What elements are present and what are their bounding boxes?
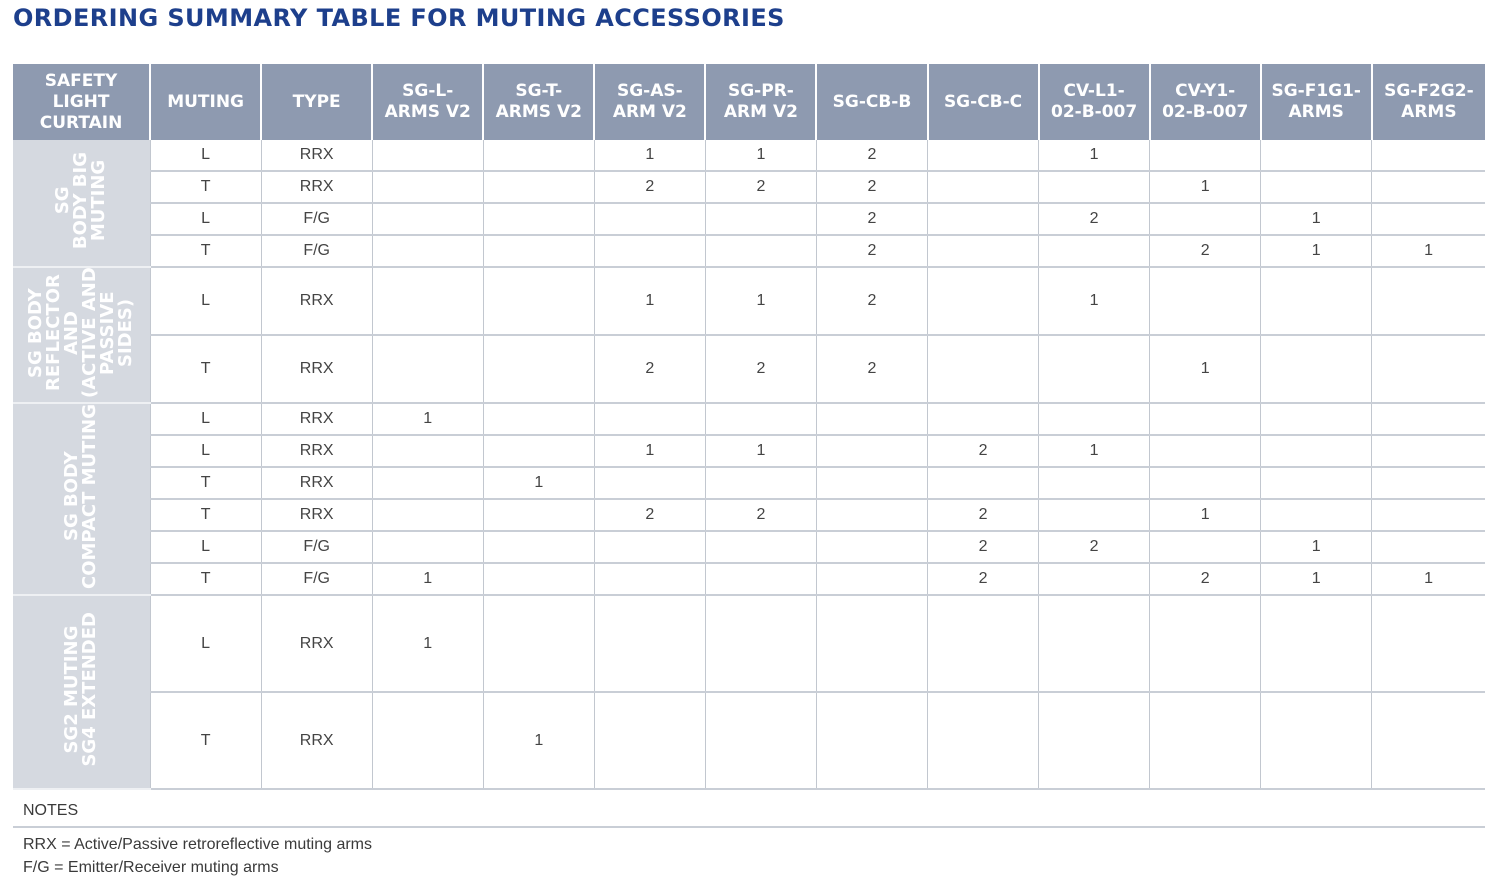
column-header-label: SG-CB-B bbox=[832, 91, 912, 112]
quantity-cell bbox=[705, 692, 816, 789]
quantity-cell: 2 bbox=[816, 267, 927, 335]
type-cell: F/G bbox=[261, 531, 372, 563]
quantity-cell bbox=[372, 235, 483, 267]
table-body bbox=[13, 140, 1485, 789]
quantity-cell: 2 bbox=[705, 171, 816, 203]
quantity-cell bbox=[816, 692, 927, 789]
quantity-cell: 1 bbox=[705, 267, 816, 335]
quantity-cell bbox=[483, 235, 594, 267]
quantity-cell bbox=[928, 335, 1039, 403]
quantity-cell bbox=[816, 403, 927, 435]
table-row bbox=[13, 403, 1485, 435]
table-header bbox=[13, 64, 1485, 140]
quantity-cell: 1 bbox=[1372, 235, 1485, 267]
page-title: ORDERING SUMMARY TABLE FOR MUTING ACCESSORIES bbox=[13, 4, 785, 32]
quantity-cell bbox=[705, 563, 816, 595]
table-row bbox=[13, 467, 1485, 499]
quantity-cell bbox=[816, 531, 927, 563]
quantity-cell bbox=[372, 499, 483, 531]
type-cell: RRX bbox=[261, 140, 372, 171]
quantity-cell bbox=[1372, 499, 1485, 531]
table-row bbox=[13, 235, 1485, 267]
notes-title: NOTES bbox=[23, 802, 79, 819]
quantity-cell bbox=[372, 203, 483, 235]
quantity-cell bbox=[1261, 692, 1372, 789]
quantity-cell: 1 bbox=[1261, 531, 1372, 563]
quantity-cell bbox=[372, 531, 483, 563]
type-cell: F/G bbox=[261, 203, 372, 235]
quantity-cell bbox=[483, 140, 594, 171]
quantity-cell bbox=[594, 563, 705, 595]
quantity-cell bbox=[1372, 203, 1485, 235]
quantity-cell bbox=[1150, 203, 1261, 235]
quantity-cell bbox=[1372, 595, 1485, 692]
quantity-cell bbox=[594, 692, 705, 789]
quantity-cell: 2 bbox=[816, 203, 927, 235]
group-label: SG2 MUTING SG4 EXTENDED bbox=[61, 612, 101, 767]
quantity-cell bbox=[1372, 531, 1485, 563]
quantity-cell bbox=[705, 235, 816, 267]
quantity-cell bbox=[483, 499, 594, 531]
column-header bbox=[816, 64, 927, 140]
type-cell: F/G bbox=[261, 563, 372, 595]
quantity-cell: 1 bbox=[372, 595, 483, 692]
quantity-cell bbox=[1372, 435, 1485, 467]
table-row bbox=[13, 140, 1485, 171]
type-cell: RRX bbox=[261, 403, 372, 435]
quantity-cell bbox=[372, 171, 483, 203]
column-header-label: TYPE bbox=[292, 91, 341, 112]
quantity-cell bbox=[816, 499, 927, 531]
quantity-cell bbox=[1039, 335, 1150, 403]
quantity-cell bbox=[1261, 499, 1372, 531]
column-header-label: CV-Y1- 02-B-007 bbox=[1162, 81, 1249, 122]
quantity-cell: 1 bbox=[1150, 335, 1261, 403]
type-cell: RRX bbox=[261, 435, 372, 467]
quantity-cell: 1 bbox=[594, 140, 705, 171]
column-header-label: SG-F1G1- ARMS bbox=[1271, 81, 1361, 122]
quantity-cell bbox=[483, 171, 594, 203]
type-cell: RRX bbox=[261, 467, 372, 499]
note-fg: F/G = Emitter/Receiver muting arms bbox=[23, 859, 279, 876]
column-header bbox=[13, 64, 150, 140]
note-rrx: RRX = Active/Passive retroreflective muting arms bbox=[23, 836, 373, 853]
column-header bbox=[594, 64, 705, 140]
column-header-label: SG-CB-C bbox=[943, 91, 1023, 112]
muting-cell: T bbox=[150, 692, 261, 789]
quantity-cell: 2 bbox=[816, 235, 927, 267]
quantity-cell: 1 bbox=[483, 467, 594, 499]
quantity-cell bbox=[928, 140, 1039, 171]
quantity-cell bbox=[1150, 531, 1261, 563]
column-header-label: SG-T- ARMS V2 bbox=[495, 81, 582, 122]
quantity-cell bbox=[483, 403, 594, 435]
quantity-cell: 2 bbox=[816, 140, 927, 171]
quantity-cell bbox=[1261, 467, 1372, 499]
quantity-cell bbox=[483, 335, 594, 403]
type-cell: F/G bbox=[261, 235, 372, 267]
table-row bbox=[13, 335, 1485, 403]
quantity-cell bbox=[1150, 467, 1261, 499]
quantity-cell: 1 bbox=[594, 435, 705, 467]
quantity-cell bbox=[928, 403, 1039, 435]
quantity-cell: 1 bbox=[1150, 171, 1261, 203]
muting-cell: L bbox=[150, 435, 261, 467]
quantity-cell bbox=[483, 531, 594, 563]
quantity-cell bbox=[928, 595, 1039, 692]
group-label-cell bbox=[13, 595, 150, 789]
quantity-cell: 2 bbox=[594, 171, 705, 203]
quantity-cell bbox=[1039, 563, 1150, 595]
quantity-cell bbox=[1150, 692, 1261, 789]
type-cell: RRX bbox=[261, 692, 372, 789]
column-header bbox=[1261, 64, 1372, 140]
quantity-cell bbox=[1039, 403, 1150, 435]
quantity-cell bbox=[1261, 267, 1372, 335]
quantity-cell bbox=[705, 403, 816, 435]
quantity-cell bbox=[928, 203, 1039, 235]
notes-divider bbox=[13, 826, 1485, 828]
quantity-cell bbox=[705, 203, 816, 235]
quantity-cell bbox=[1372, 403, 1485, 435]
quantity-cell bbox=[816, 563, 927, 595]
quantity-cell bbox=[1039, 595, 1150, 692]
quantity-cell: 2 bbox=[928, 435, 1039, 467]
quantity-cell: 2 bbox=[594, 335, 705, 403]
table-row bbox=[13, 499, 1485, 531]
quantity-cell: 1 bbox=[483, 692, 594, 789]
table-row bbox=[13, 692, 1485, 789]
quantity-cell bbox=[1261, 171, 1372, 203]
column-header bbox=[150, 64, 261, 140]
column-header-label: MUTING bbox=[167, 91, 245, 112]
header-row bbox=[13, 64, 1485, 140]
group-label: SG BODY COMPACT MUTING bbox=[61, 404, 101, 589]
quantity-cell bbox=[372, 435, 483, 467]
muting-cell: L bbox=[150, 403, 261, 435]
quantity-cell bbox=[1150, 267, 1261, 335]
column-header-label: SG-F2G2- ARMS bbox=[1384, 81, 1474, 122]
quantity-cell bbox=[1372, 267, 1485, 335]
quantity-cell: 1 bbox=[1150, 499, 1261, 531]
type-cell: RRX bbox=[261, 595, 372, 692]
quantity-cell bbox=[1261, 335, 1372, 403]
muting-cell: T bbox=[150, 235, 261, 267]
column-header bbox=[1039, 64, 1150, 140]
quantity-cell: 2 bbox=[928, 531, 1039, 563]
quantity-cell bbox=[1372, 467, 1485, 499]
quantity-cell: 1 bbox=[1261, 235, 1372, 267]
quantity-cell: 2 bbox=[928, 499, 1039, 531]
muting-cell: L bbox=[150, 203, 261, 235]
quantity-cell bbox=[1372, 335, 1485, 403]
quantity-cell bbox=[1261, 595, 1372, 692]
group-label: SG BODY REFLECTOR AND (ACTIVE AND PASSIVE SIDES) bbox=[25, 267, 137, 398]
quantity-cell bbox=[372, 267, 483, 335]
type-cell: RRX bbox=[261, 267, 372, 335]
quantity-cell bbox=[1039, 171, 1150, 203]
quantity-cell bbox=[928, 171, 1039, 203]
quantity-cell bbox=[483, 595, 594, 692]
muting-cell: L bbox=[150, 267, 261, 335]
type-cell: RRX bbox=[261, 171, 372, 203]
quantity-cell: 1 bbox=[372, 403, 483, 435]
quantity-cell bbox=[483, 203, 594, 235]
quantity-cell bbox=[928, 235, 1039, 267]
quantity-cell: 1 bbox=[1039, 435, 1150, 467]
quantity-cell bbox=[1372, 171, 1485, 203]
table-row bbox=[13, 595, 1485, 692]
quantity-cell: 2 bbox=[594, 499, 705, 531]
quantity-cell bbox=[705, 467, 816, 499]
muting-cell: T bbox=[150, 563, 261, 595]
quantity-cell bbox=[483, 267, 594, 335]
quantity-cell bbox=[1261, 140, 1372, 171]
table-row bbox=[13, 267, 1485, 335]
quantity-cell: 1 bbox=[705, 140, 816, 171]
quantity-cell bbox=[1150, 140, 1261, 171]
quantity-cell bbox=[594, 403, 705, 435]
quantity-cell bbox=[594, 203, 705, 235]
column-header bbox=[928, 64, 1039, 140]
quantity-cell bbox=[594, 235, 705, 267]
quantity-cell bbox=[705, 531, 816, 563]
quantity-cell: 1 bbox=[705, 435, 816, 467]
muting-cell: T bbox=[150, 467, 261, 499]
quantity-cell bbox=[816, 467, 927, 499]
quantity-cell: 2 bbox=[816, 335, 927, 403]
table-row bbox=[13, 171, 1485, 203]
quantity-cell bbox=[928, 467, 1039, 499]
group-label-cell bbox=[13, 403, 150, 595]
quantity-cell: 2 bbox=[705, 499, 816, 531]
quantity-cell bbox=[372, 692, 483, 789]
group-label: SG BODY BIG MUTING bbox=[52, 151, 110, 250]
table-row bbox=[13, 435, 1485, 467]
quantity-cell bbox=[1039, 692, 1150, 789]
quantity-cell bbox=[1039, 235, 1150, 267]
column-header bbox=[705, 64, 816, 140]
muting-cell: L bbox=[150, 140, 261, 171]
quantity-cell bbox=[1261, 435, 1372, 467]
quantity-cell bbox=[1150, 403, 1261, 435]
quantity-cell bbox=[928, 692, 1039, 789]
quantity-cell bbox=[1039, 499, 1150, 531]
column-header bbox=[372, 64, 483, 140]
table-row bbox=[13, 531, 1485, 563]
column-header-label: SG-AS- ARM V2 bbox=[612, 81, 687, 122]
quantity-cell: 2 bbox=[1039, 203, 1150, 235]
column-header-label: SAFETY LIGHT CURTAIN bbox=[39, 70, 123, 133]
muting-cell: T bbox=[150, 499, 261, 531]
quantity-cell bbox=[816, 435, 927, 467]
muting-cell: T bbox=[150, 335, 261, 403]
quantity-cell bbox=[705, 595, 816, 692]
quantity-cell bbox=[1150, 595, 1261, 692]
quantity-cell: 2 bbox=[816, 171, 927, 203]
quantity-cell bbox=[1372, 140, 1485, 171]
quantity-cell: 1 bbox=[1261, 203, 1372, 235]
quantity-cell: 2 bbox=[1039, 531, 1150, 563]
quantity-cell: 1 bbox=[1261, 563, 1372, 595]
group-label-cell bbox=[13, 140, 150, 267]
muting-cell: T bbox=[150, 171, 261, 203]
column-header bbox=[1372, 64, 1485, 140]
quantity-cell: 2 bbox=[1150, 235, 1261, 267]
quantity-cell: 1 bbox=[594, 267, 705, 335]
quantity-cell bbox=[1150, 435, 1261, 467]
group-label-cell bbox=[13, 267, 150, 403]
quantity-cell bbox=[928, 267, 1039, 335]
type-cell: RRX bbox=[261, 335, 372, 403]
quantity-cell: 2 bbox=[1150, 563, 1261, 595]
quantity-cell bbox=[1039, 467, 1150, 499]
quantity-cell: 2 bbox=[928, 563, 1039, 595]
quantity-cell bbox=[1261, 403, 1372, 435]
column-header bbox=[261, 64, 372, 140]
table-row bbox=[13, 563, 1485, 595]
column-header-label: SG-L- ARMS V2 bbox=[384, 81, 471, 122]
quantity-cell bbox=[372, 467, 483, 499]
table-row bbox=[13, 203, 1485, 235]
type-cell: RRX bbox=[261, 499, 372, 531]
quantity-cell bbox=[483, 563, 594, 595]
quantity-cell: 2 bbox=[705, 335, 816, 403]
quantity-cell: 1 bbox=[372, 563, 483, 595]
quantity-cell bbox=[594, 531, 705, 563]
quantity-cell bbox=[372, 335, 483, 403]
quantity-cell bbox=[483, 435, 594, 467]
quantity-cell bbox=[372, 140, 483, 171]
ordering-summary-table bbox=[13, 64, 1485, 790]
muting-cell: L bbox=[150, 531, 261, 563]
quantity-cell bbox=[816, 595, 927, 692]
quantity-cell: 1 bbox=[1039, 140, 1150, 171]
quantity-cell: 1 bbox=[1372, 563, 1485, 595]
muting-cell: L bbox=[150, 595, 261, 692]
column-header-label: CV-L1- 02-B-007 bbox=[1051, 81, 1138, 122]
quantity-cell bbox=[594, 595, 705, 692]
column-header bbox=[1150, 64, 1261, 140]
quantity-cell: 1 bbox=[1039, 267, 1150, 335]
column-header bbox=[483, 64, 594, 140]
column-header-label: SG-PR- ARM V2 bbox=[723, 81, 798, 122]
quantity-cell bbox=[594, 467, 705, 499]
quantity-cell bbox=[1372, 692, 1485, 789]
